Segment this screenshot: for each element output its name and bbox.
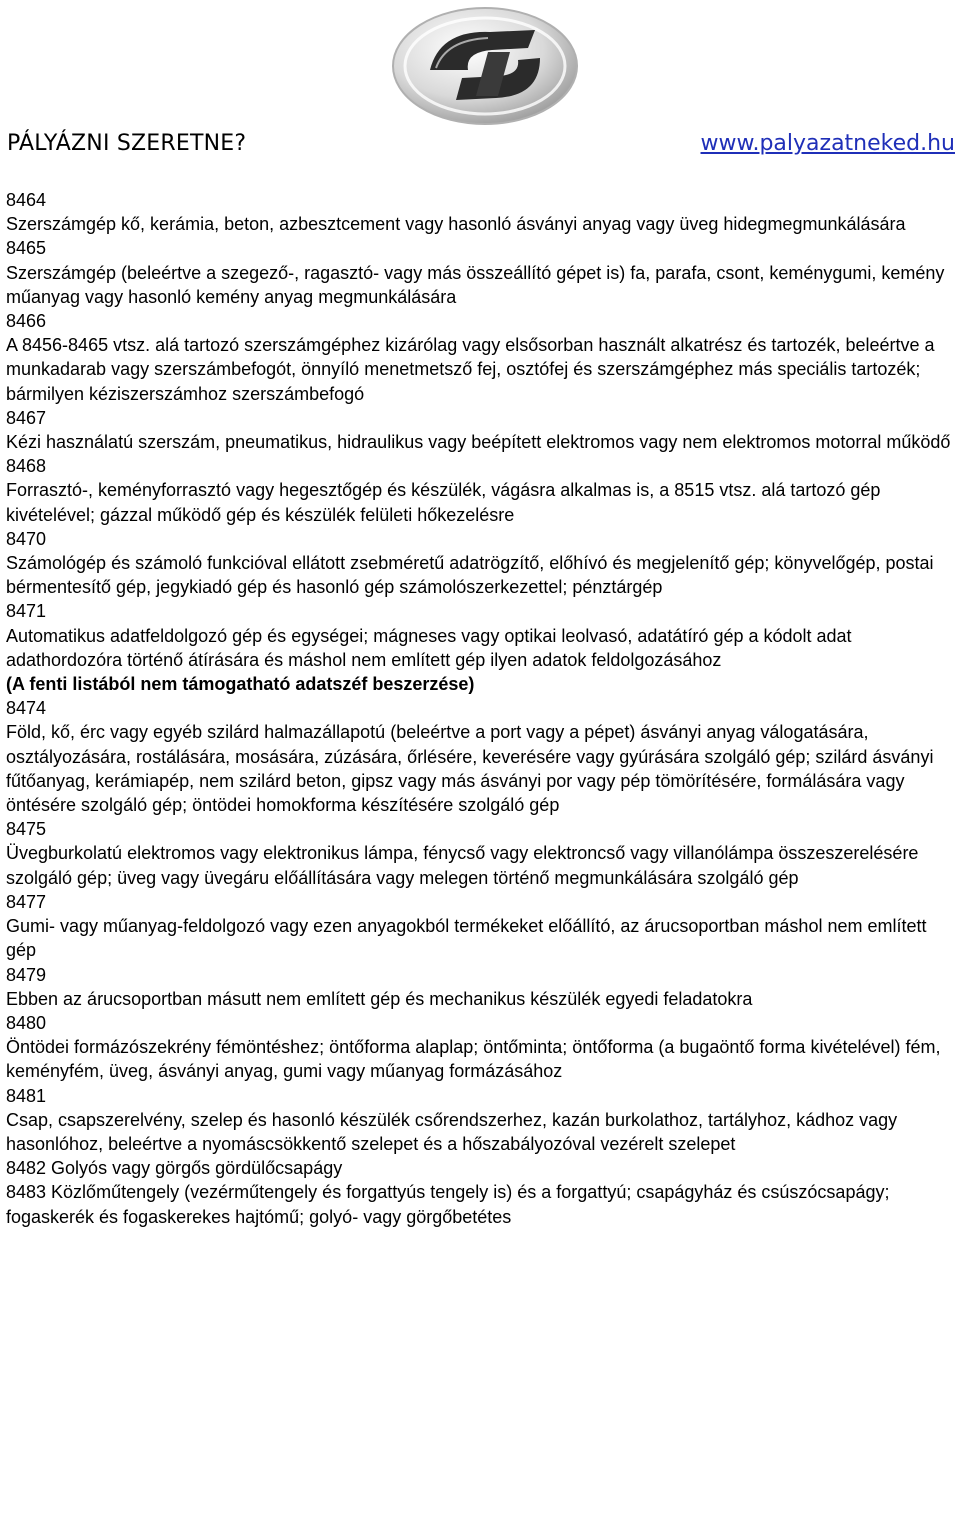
website-link[interactable]: www.palyazatneked.hu: [700, 131, 955, 156]
description-line: Automatikus adatfeldolgozó gép és egységei; mágneses vagy optikai leolvasó, adatátíró gép a kódolt adat adathordozóra történő átírására és máshol nem említett gép ilyen adatok feldolgozásához: [6, 625, 852, 670]
code-line: 8464: [6, 190, 47, 210]
description-line: Üvegburkolatú elektromos vagy elektronikus lámpa, fénycső vagy elektroncső vagy villanólámpa összeszerelésére szolgáló gép; üveg vagy üvegáru előállítására vagy melegen történő megmunkálására szolgáló gép: [6, 843, 919, 888]
code-line: 8475: [6, 819, 47, 840]
description-line: Szerszámgép (beleértve a szegező-, ragasztó- vagy más összeállító gépet is) fa, parafa, csont, keménygumi, kemény műanyag vagy hasonló kemény anyag megmunkálására: [6, 262, 945, 307]
description-line: A 8456-8465 vtsz. alá tartozó szerszámgéphez kizárólag vagy elsősorban használt alkatrész és tartozék, beleértve a munkadarab vagy szerszámbefogót, önnyíló menetmetsző fej, osztófej és szerszámgéphez más speciális tartozék; bármilyen kéziszerszámhoz szerszámbefogó: [6, 335, 935, 404]
description-line: Forrasztó-, keményforrasztó vagy hegesztőgép és készülék, vágásra alkalmas is, a 8515 vtsz. alá tartozó gép kivételével; gázzal működő gép és készülék felületi hőkezelésre: [6, 480, 881, 525]
code-line: 8479: [6, 964, 47, 985]
code-line: 8467: [6, 407, 47, 428]
code-line: 8477: [6, 891, 47, 912]
description-line: Föld, kő, érc vagy egyéb szilárd halmazállapotú (beleértve a port vagy a pépet) ásványi anyag válogatására, osztályozására, rostálására, mosására, zúzására, őrlésére, keverésére vagy gyúrására szolgáló gép; szilárd ásványi fűtőanyag, kerámiapép, nem szilárd beton, gipsz vagy más ásványi por vagy pép tömörítésére, formálására vagy öntésére szolgáló gép; öntödei homokforma készítésére szolgáló gép: [6, 722, 934, 816]
description-line: Öntödei formázószekrény fémöntéshez; öntőforma alaplap; öntőminta; öntőforma (a bugaöntő forma kivételével) fém, keményfém, üveg, ásványi anyag, gumi vagy műanyag formázásához: [6, 1037, 941, 1082]
header-title: PÁLYÁZNI SZERETNE?: [7, 131, 247, 156]
description-line: Számológép és számoló funkcióval ellátott zsebméretű adatrögzítő, előhívó és megjelenítő gép; könyvelőgép, postai bérmentesítő gép, jegykiadó gép és hasonló gép számolószerkezettel; pénztárgép: [6, 553, 934, 598]
code-line: 8465: [6, 238, 47, 259]
description-line: Csap, csapszerelvény, szelep és hasonló készülék csőrendszerhez, kazán burkolathoz, tartályhoz, kádhoz vagy hasonlóhoz, beleértve a nyomáscsökkentő szelepet és a hőszabályozóval vezérelt szelepet: [6, 1109, 898, 1154]
code-line: 8482 Golyós vagy görgős gördülőcsapágy: [6, 1158, 343, 1179]
logo: [370, 0, 600, 128]
description-line: Kézi használatú szerszám, pneumatikus, hidraulikus vagy beépített elektromos vagy nem elektromos motorral működő: [6, 432, 951, 453]
code-line: 8480: [6, 1012, 47, 1033]
note-line: (A fenti listából nem támogatható adatszéf beszerzése): [6, 674, 475, 695]
company-logo-icon: [370, 0, 600, 128]
code-line: 8471: [6, 601, 47, 622]
code-line: 8470: [6, 528, 47, 549]
code-line: 8474: [6, 698, 47, 719]
code-line: 8481: [6, 1085, 47, 1106]
code-line: 8468: [6, 456, 47, 477]
description-line: Szerszámgép kő, kerámia, beton, azbesztcement vagy hasonló ásványi anyag vagy üveg hidegmegmunkálására: [6, 214, 906, 235]
description-line: Gumi- vagy műanyag-feldolgozó vagy ezen anyagokból termékeket előállító, az árucsoportban máshol nem említett gép: [6, 916, 927, 961]
document-body: [6, 188, 956, 1229]
description-line: Ebben az árucsoportban másutt nem említett gép és mechanikus készülék egyedi feladatokra: [6, 988, 753, 1009]
code-line: 8483 Közlőműtengely (vezérműtengely és forgattyús tengely is) és a forgattyú; csapágyház és csúszócsapágy; fogaskerék és fogaskerekes hajtómű; golyó- vagy görgőbetétes: [6, 1182, 890, 1227]
code-line: 8466: [6, 311, 47, 332]
